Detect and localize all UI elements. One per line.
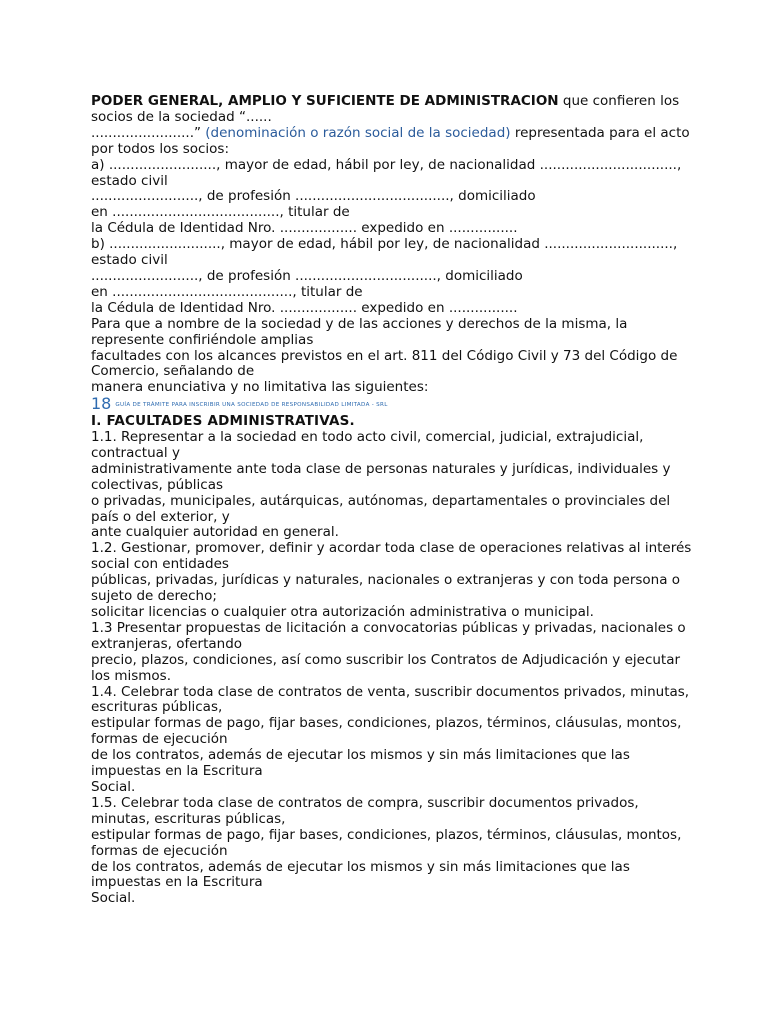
text-line: impuestas en la Escritura <box>91 874 263 891</box>
text-line: a) ........................., mayor de edad, hábil por ley, de nacionalidad ................................, <box>91 156 682 173</box>
text-line: facultades con los alcances previstos en el art. 811 del Código Civil y 73 del Código de <box>91 347 678 364</box>
text-line: socios de la sociedad “...... <box>91 108 272 125</box>
guide-title: GUÍA DE TRÁMITE PARA INSCRIBIR UNA SOCIEDAD DE RESPONSABILIDAD LIMITADA - SRL <box>115 402 388 409</box>
text-line: estipular formas de pago, fijar bases, condiciones, plazos, términos, cláusulas, montos, <box>91 715 682 732</box>
partners-block <box>91 142 681 397</box>
text-line: país o del exterior, y <box>91 508 230 525</box>
text-line: públicas, privadas, jurídicas y naturales, nacionales o extranjeras y con toda persona o <box>91 572 681 589</box>
text-line: formas de ejecución <box>91 842 228 859</box>
text-line: represente confiriéndole amplias <box>91 331 314 348</box>
text-line: por todos los socios: <box>91 140 230 157</box>
text-line: Comercio, señalando de <box>91 363 255 380</box>
text-line: Social. <box>91 778 136 795</box>
text-line: Social. <box>91 890 136 907</box>
text-line: manera enunciativa y no limitativa las siguientes: <box>91 379 429 396</box>
text-line: 1.2. Gestionar, promover, definir y acordar toda clase de operaciones relativas al interés <box>91 540 692 557</box>
text-line: estado civil <box>91 172 168 189</box>
text-line: 1.4. Celebrar toda clase de contratos de venta, suscribir documentos privados, minutas, <box>91 683 690 700</box>
text-line: la Cédula de Identidad Nro. .................. expedido en ................ <box>91 299 518 316</box>
text-line: en .........................................., titular de <box>91 283 363 300</box>
text-line: estado civil <box>91 252 168 269</box>
text-line: minutas, escrituras públicas, <box>91 810 286 827</box>
text-line: administrativamente ante toda clase de personas naturales y jurídicas, individuales y <box>91 460 671 477</box>
text-line: precio, plazos, condiciones, así como suscribir los Contratos de Adjudicación y ejecutar <box>91 651 681 668</box>
text-line: formas de ejecución <box>91 731 228 748</box>
text-line: colectivas, públicas <box>91 476 224 493</box>
denomination-placeholder: (denominación o razón social de la sociedad) <box>205 124 511 141</box>
text-line: en ......................................., titular de <box>91 204 350 221</box>
text-line: impuestas en la Escritura <box>91 763 263 780</box>
text-line: ........................., de profesión ...................................., domiciliado <box>91 188 536 205</box>
text-line: 1.5. Celebrar toda clase de contratos de compra, suscribir documentos privados, <box>91 794 639 811</box>
text-fragment: representada para el acto <box>510 124 690 141</box>
text-line: estipular formas de pago, fijar bases, condiciones, plazos, términos, cláusulas, montos, <box>91 826 682 843</box>
text-line: extranjeras, ofertando <box>91 635 243 652</box>
page-number: 18 <box>91 394 112 414</box>
text-line: de los contratos, además de ejecutar los mismos y sin más limitaciones que las <box>91 747 630 764</box>
text-line: sujeto de derecho; <box>91 588 217 605</box>
text-line: social con entidades <box>91 556 229 573</box>
document-page <box>91 93 692 907</box>
text-line: 1.1. Representar a la sociedad en todo acto civil, comercial, judicial, extrajudicial, <box>91 429 644 446</box>
faculties-block <box>91 429 692 907</box>
text-line: b) .........................., mayor de edad, hábil por ley, de nacionalidad .............................., <box>91 236 678 253</box>
text-line: Para que a nombre de la sociedad y de las acciones y derechos de la misma, la <box>91 315 628 332</box>
title-continuation: que confieren los <box>558 93 680 109</box>
text-line: escrituras públicas, <box>91 699 223 716</box>
text-line: ........................., de profesión ................................., domiciliado <box>91 267 523 284</box>
document-title: PODER GENERAL, AMPLIO Y SUFICIENTE DE ADMINISTRACION <box>91 93 559 109</box>
denomination-line <box>91 124 690 142</box>
page-header-line <box>91 396 681 414</box>
text-line: o privadas, municipales, autárquicas, autónomas, departamentales o provinciales del <box>91 492 671 509</box>
text-line: los mismos. <box>91 667 172 684</box>
text-fragment: ........................” <box>91 124 201 141</box>
text-line: la Cédula de Identidad Nro. .................. expedido en ................ <box>91 220 518 237</box>
text-line: de los contratos, además de ejecutar los mismos y sin más limitaciones que las <box>91 858 630 875</box>
text-line: solicitar licencias o cualquier otra autorización administrativa o municipal. <box>91 604 594 620</box>
text-line: contractual y <box>91 444 180 461</box>
text-line: ante cualquier autoridad en general. <box>91 524 339 541</box>
section-heading: I. FACULTADES ADMINISTRATIVAS. <box>91 413 355 430</box>
title-line <box>91 94 681 110</box>
text-line: 1.3 Presentar propuestas de licitación a convocatorias públicas y privadas, nacionales o <box>91 619 686 636</box>
